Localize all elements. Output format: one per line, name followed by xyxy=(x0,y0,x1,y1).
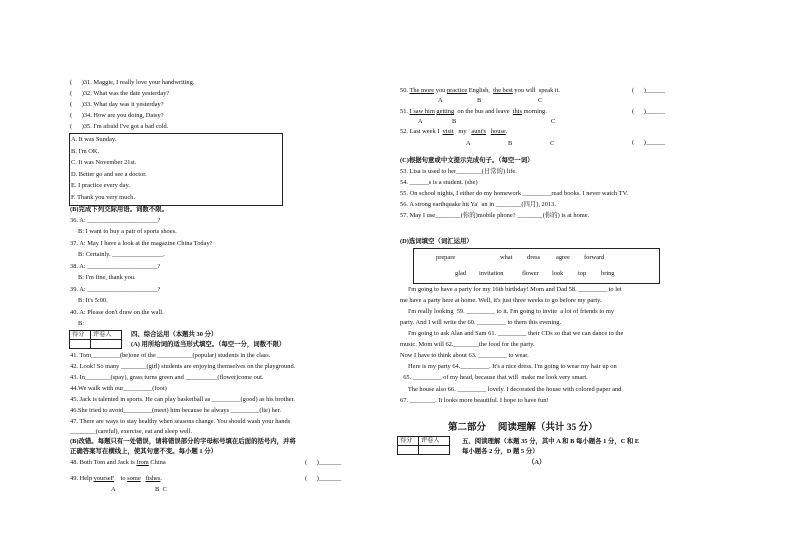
option-e: E. I practice every day. xyxy=(71,182,130,189)
passage-line-6: music. Mom will 62.________the food for the party. xyxy=(400,341,535,348)
e50-p6: you will speak it. xyxy=(512,87,561,94)
e51-p6: morning. xyxy=(521,108,547,115)
passage-line-10: The house also 66. _________ lovely. I decorated the house with colored paper and xyxy=(400,386,622,393)
error-49-pre: 49. Help xyxy=(70,475,94,482)
c-item-56: 56. A strong earthquake hit Ya' an in ________(四月), 2013. xyxy=(400,201,556,208)
error-51-answer: ( )______ xyxy=(632,108,666,115)
part4-a-title: (A) 用所给词的适当形式填空。（每空一分，词数不限） xyxy=(131,341,286,348)
word-glad: glad xyxy=(455,270,467,277)
error-50-answer: ( )______ xyxy=(632,87,666,94)
dialog-item-32: ( )32. What was the date yesterday? xyxy=(70,90,170,97)
part2-title: 第二部分 阅读理解（共计 35 分） xyxy=(448,423,598,433)
e50-letter-a: A xyxy=(438,97,443,104)
e52-letter-b: B xyxy=(508,140,513,147)
e51-p4: on the bus and leave xyxy=(454,108,513,115)
grader-cell-right: 评卷人 xyxy=(419,437,450,446)
e52-u1: visit xyxy=(442,128,454,135)
error-49-answer: ( )_______ xyxy=(305,475,342,482)
error-49-letters-bc: B C xyxy=(155,486,167,493)
fill-item-42: 42. Look! So many ________(girl) students are enjoying themselves on the playground. xyxy=(70,363,296,370)
c-item-55: 55. On school nights, I either do my homework _________read books. I never watch TV. xyxy=(400,190,629,197)
c-item-53: 53. Lisa is used to her________(日常的) life. xyxy=(400,168,517,175)
passage-line-8: Here is my party 64._________. It's a nice dress. I'm going to wear my hair up on xyxy=(400,363,617,370)
error-item-52 xyxy=(400,128,507,135)
dialog-40b: B: xyxy=(70,320,85,327)
grader-cell: 评卷人 xyxy=(91,331,122,340)
section-d-title: (D)选词填空（词汇运用） xyxy=(400,238,473,245)
option-b: B. I'm OK. xyxy=(71,148,100,155)
e51-p0: 51. xyxy=(400,108,410,115)
section-b-title: (B)完成下列交际用语。词数不限。 xyxy=(70,206,168,213)
passage-line-1: I'm going to have a party for my 16th birthday! Mom and Dad 58. _________ to let xyxy=(400,286,622,293)
word-what: what xyxy=(500,254,513,261)
passage-line-5: I'm going to ask Alan and Sam 61. _________ their CDs so that we can dance to the xyxy=(400,330,624,337)
e51-u1: I saw him xyxy=(409,108,435,115)
word-top: top xyxy=(578,270,587,277)
error-item-50 xyxy=(400,87,560,94)
e52-p0: 52. Last week I xyxy=(400,128,443,135)
dialog-item-34: ( )34. How are you doing, Daisy? xyxy=(70,112,164,119)
e50-p0: 50. xyxy=(400,87,410,94)
e50-u1: The more xyxy=(409,87,435,94)
score-cell: 得分 xyxy=(70,331,91,340)
dialog-38a: 38. A: ______________________? xyxy=(70,263,161,270)
e51-letter-a: A xyxy=(418,118,423,125)
option-c: C. It was November 21st. xyxy=(71,159,137,166)
e50-letter-c: C xyxy=(538,97,543,104)
section-c-title: (C)根据句意或中文提示完成句子。（每空一词） xyxy=(400,157,534,164)
fill-item-47: 47. There are ways to stay healthy when seasons change. You should wash your hands xyxy=(70,418,291,425)
error-48-post: China xyxy=(148,459,166,466)
e50-p4: English, xyxy=(467,87,494,94)
error-52-answer: ( )______ xyxy=(632,139,666,146)
dialog-item-35: ( )35. I'm afraid I've got a bad cold. xyxy=(70,123,169,130)
e52-u3: house xyxy=(490,128,506,135)
error-49-u2: some xyxy=(127,475,141,482)
word-agree: agree xyxy=(556,254,570,261)
e51-u2: getting xyxy=(436,108,455,115)
e51-u3: this xyxy=(512,108,522,115)
passage-line-4: party. And I will write the 60. _________ to them this evening. xyxy=(400,319,562,326)
error-49-u3: fishes xyxy=(145,475,161,482)
fill-item-44: 44.We walk with our_________(foot) xyxy=(70,385,167,392)
part4-b-title-2: 正确答案写在横线上，使其句意不变。每小题 1 分） xyxy=(70,448,217,455)
dialog-36b: B: I want to buy a pair of sports shoes. xyxy=(70,228,177,235)
part4-b-title: (B)改错。每题只有一处错误，请将错误部分的字母标号填在后面的括号内，并将 xyxy=(70,438,296,445)
e52-letter-c: C xyxy=(550,140,555,147)
e50-letter-b: B xyxy=(477,97,482,104)
passage-line-2: me have a party here at home. Well, it's just three weeks to go before my party. xyxy=(400,297,602,304)
score-table-right xyxy=(397,436,450,455)
word-flower: flower xyxy=(522,270,539,277)
word-look: look xyxy=(552,270,564,277)
e51-letter-c: C xyxy=(551,118,556,125)
fill-item-46: 46.She tried to avoid_________(meet) him because he always _________(lie) her. xyxy=(70,407,282,414)
option-f: F. Thank you very much. xyxy=(71,194,135,201)
dialog-item-33: ( )33. What day was it yesterday? xyxy=(70,101,164,108)
word-prepare: prepare xyxy=(436,254,456,261)
score-table-left xyxy=(69,330,122,349)
c-item-57: 57. May I use________(你的)mobile phone? ________(你的) is at home. xyxy=(400,212,590,219)
error-48-answer: ( )_______ xyxy=(305,459,342,466)
word-forward: forward xyxy=(584,254,605,261)
passage-line-9: 65. _________ of my head, because that will make me look very smart. xyxy=(400,374,588,381)
dialog-40a: 40. A: Please don't draw on the wall. xyxy=(70,309,164,316)
error-48-pre: 48. Both Tom and Jack is xyxy=(70,459,137,466)
dialog-37b: B: Certainly. ________________. xyxy=(70,251,165,258)
error-48-underlined: from xyxy=(136,459,149,466)
word-dress: dress xyxy=(527,254,541,261)
word-invitation: invitation xyxy=(479,270,504,277)
part5-title-1: 五、阅读理解（本题 35 分，其中 A 和 B 每小题各 1 分，C 和 E xyxy=(462,438,640,445)
error-item-51 xyxy=(400,108,547,115)
option-d: D. Better go and see a doctor. xyxy=(71,171,147,178)
error-item-48 xyxy=(70,459,166,466)
option-a: A. It was Sunday. xyxy=(71,136,117,143)
part4-title: 四、综合运用（本题共 30 分） xyxy=(131,331,218,338)
error-49-mid: to xyxy=(114,475,128,482)
error-49-post: . xyxy=(160,475,162,482)
e52-u2: aunt's xyxy=(471,128,487,135)
e50-u2: practice xyxy=(446,87,468,94)
word-bring: bring xyxy=(601,270,615,277)
error-49-u1: yourseF xyxy=(93,475,115,482)
part5-title-2: 每小题各 2 分，D 题 5 分） xyxy=(462,448,539,455)
dialog-item-31: ( )31. Maggie, I really love your handwriting. xyxy=(70,79,195,86)
error-49-letter-a: A xyxy=(111,486,116,493)
dialog-37a: 37. A: May I have a look at the magazine China Today? xyxy=(70,240,213,247)
e52-p2: my xyxy=(453,128,472,135)
part5-a-label: （A） xyxy=(528,459,546,466)
passage-line-3: I'm really looking 59. _________ to it. I'm going to invite a lot of friends to my xyxy=(400,308,615,315)
fill-item-47-cont: ________(careful), exercise, eat and sleep well. xyxy=(70,428,193,435)
e52-p6: . xyxy=(505,128,508,135)
e50-u3: the best xyxy=(493,87,513,94)
dialog-39a: 39. A: ______________________? xyxy=(70,286,161,293)
fill-item-43: 43. In________(spay), grass turns green and __________(flower)come out. xyxy=(70,374,264,381)
dialog-39b: B: It's 5:00. xyxy=(70,297,108,304)
fill-item-45: 45. Jack is talented in sports. He can play basketball as _________(good) as his brother. xyxy=(70,396,295,403)
e50-p2: you xyxy=(434,87,447,94)
fill-item-41: 41. Tom_________(be)one of the ___________(popular) students in the class. xyxy=(70,352,271,359)
e52-letter-a: A xyxy=(466,140,471,147)
dialog-36a: 36. A: ______________________? xyxy=(70,217,161,224)
passage-line-11: 67. ________. It looks more beautiful. I hope to have fun! xyxy=(400,397,549,404)
score-cell-right: 得分 xyxy=(398,437,419,446)
passage-line-7: Now I have to think about 63. _________ to wear. xyxy=(400,352,529,359)
error-item-49 xyxy=(70,475,162,482)
c-item-54: 54. ______s is a student. (she) xyxy=(400,179,478,186)
e51-letter-b: B xyxy=(452,118,457,125)
dialog-38b: B: I'm fine, thank you. xyxy=(70,274,136,281)
